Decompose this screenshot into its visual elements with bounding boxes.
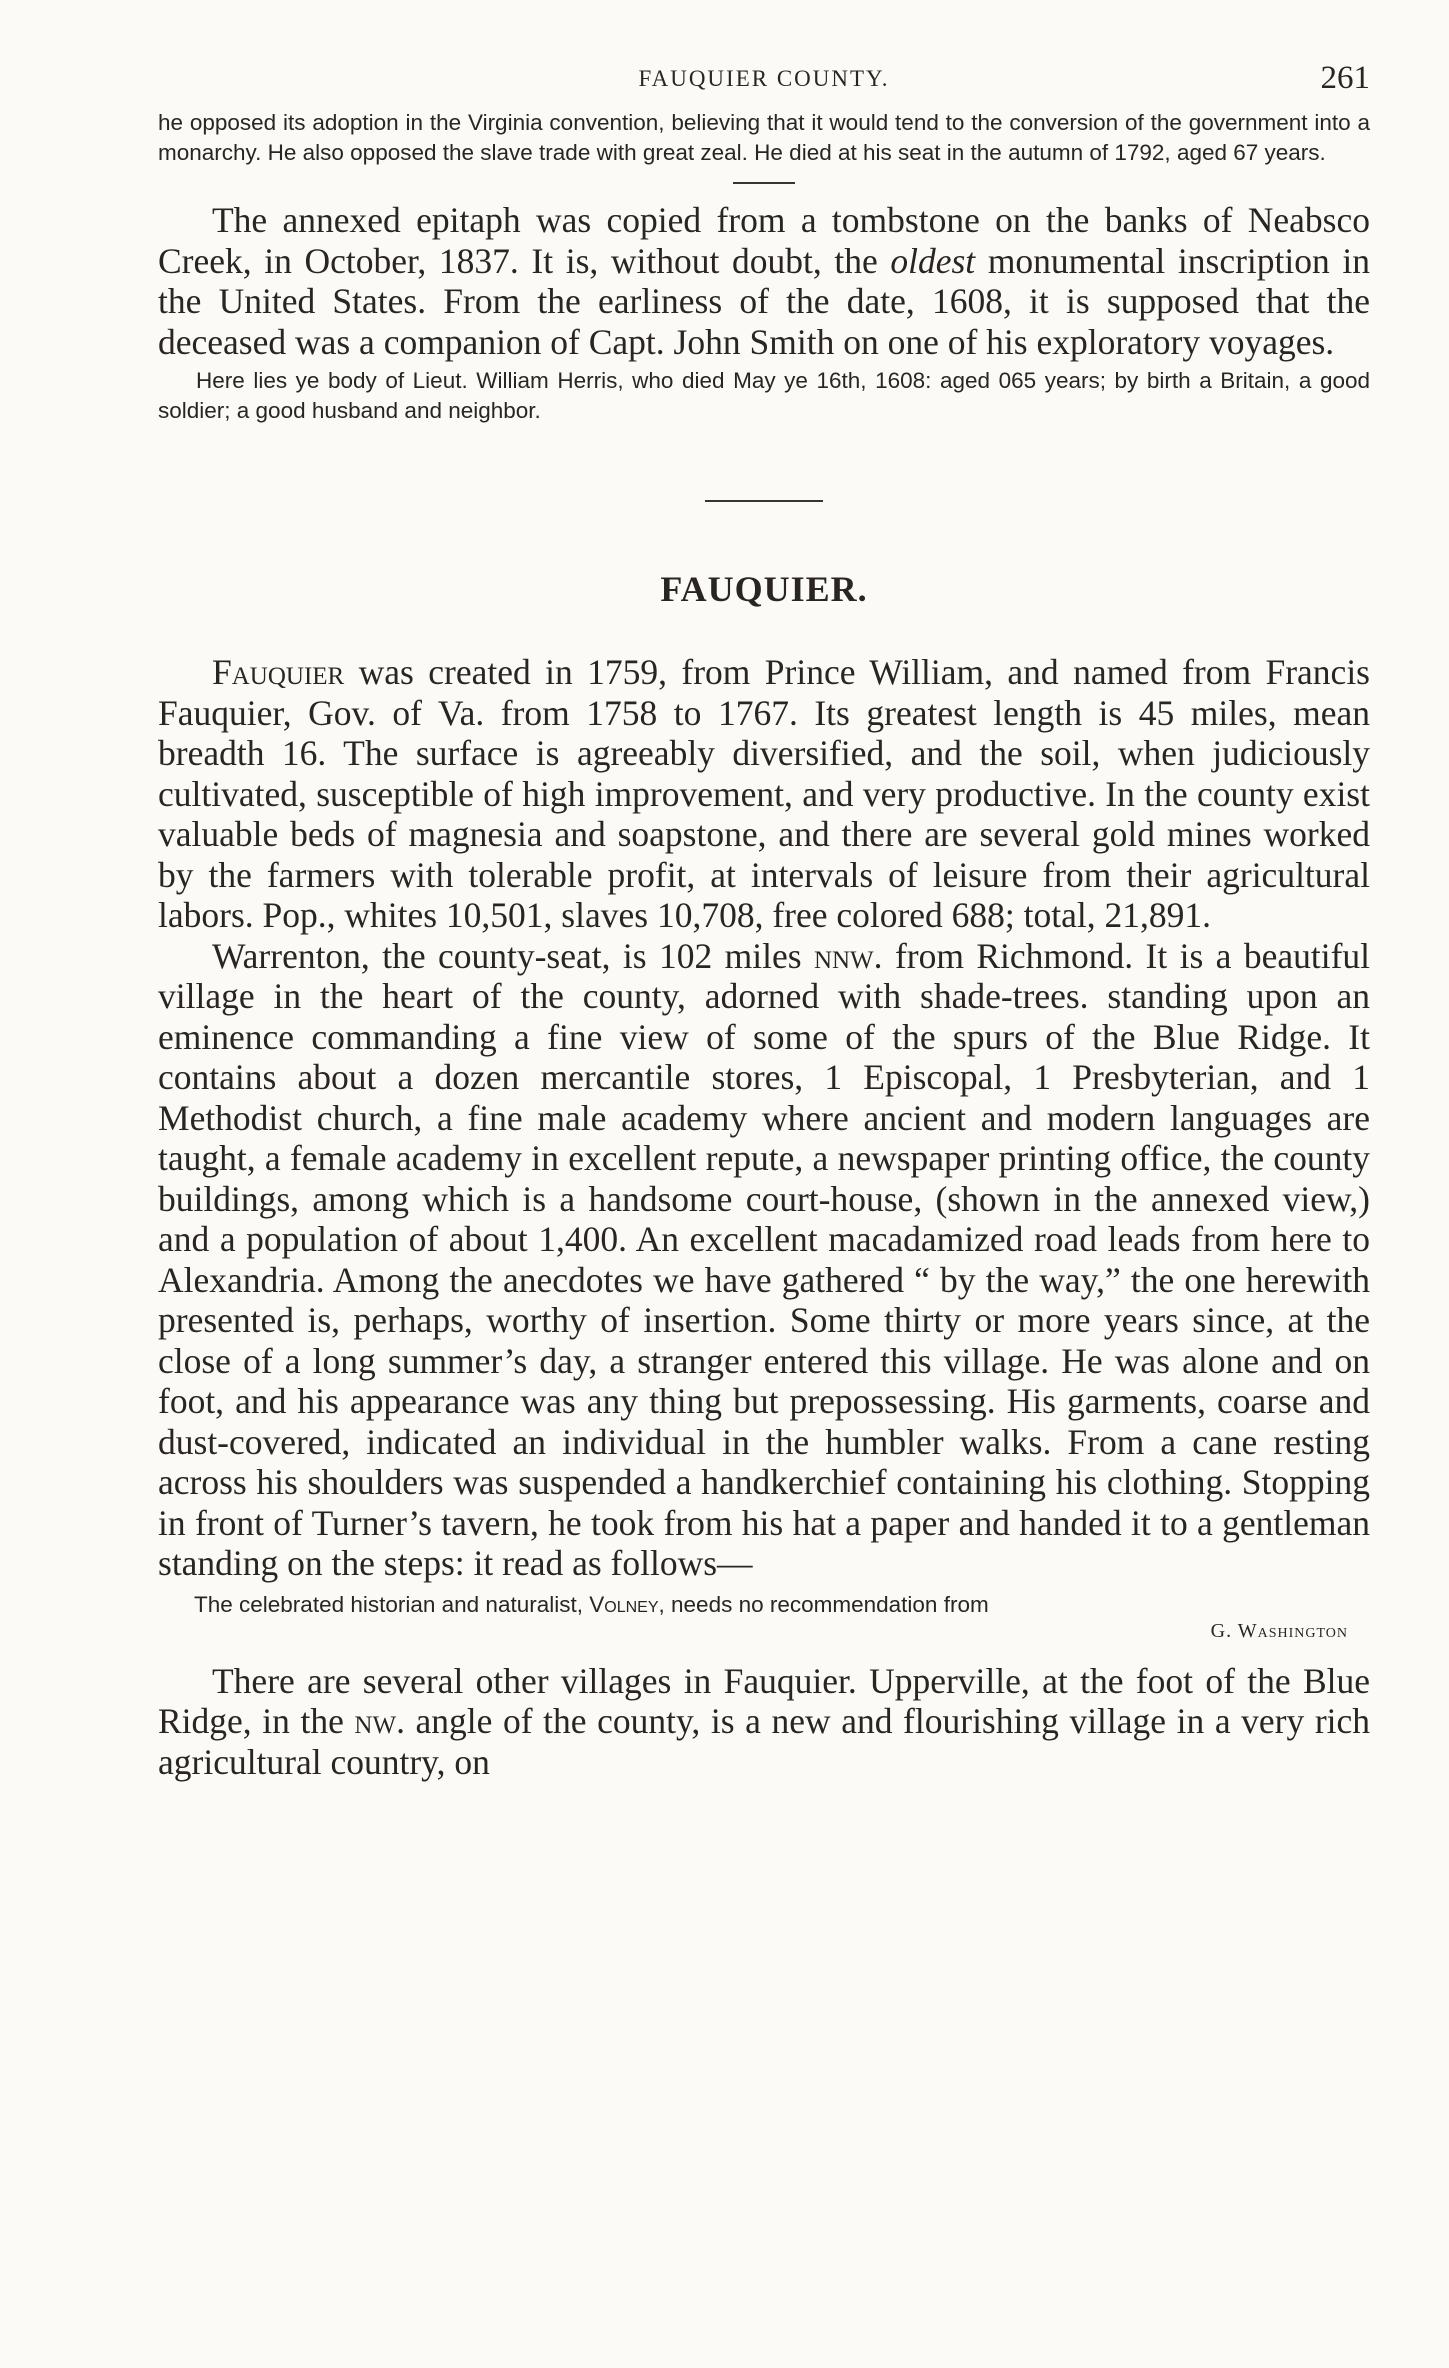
fauquier-paragraph-2 <box>158 936 1370 1584</box>
section-heading: FAUQUIER. <box>660 569 868 609</box>
direction-nw: nw. <box>354 1701 405 1741</box>
fauquier-paragraph-1 <box>158 652 1370 936</box>
epitaph-intro-text: The annexed epitaph was copied from a tombstone on the banks of Neabsco Creek, in October, 1837. It is, without doubt, the <box>158 200 1370 281</box>
fauquier-paragraph-1-text: was created in 1759, from Prince William, and named from Francis Fauquier, Gov. of Va. from 1758 to 1767. Its greatest length is 45 miles, mean breadth 16. The surface is agreeably diversified, and the soil, when judiciously cultivated, susceptible of high improvement, and very productive. In the county exist valuable beds of magnesia and soapstone, and there are several gold mines worked by the farmers with tolerable profit, at intervals of leisure from their agricultural labors. Pop., whites 10,501, slaves 10,708, free colored 688; total, 21,891. <box>158 652 1370 935</box>
warrenton-text-start: Warrenton, the county-seat, is 102 miles <box>212 935 802 976</box>
continued-paragraph: he opposed its adoption in the Virginia convention, believing that it would tend to the conversion of the government into a monarchy. He also opposed the slave trade with great zeal. He died at his seat in the autumn of 1792, aged 67 years. <box>158 110 1370 165</box>
section-divider <box>705 500 823 502</box>
fauquier-paragraph-3 <box>158 1661 1370 1783</box>
letter-name-volney: Volney, <box>589 1591 665 1617</box>
letter-text-after: needs no recommendation from <box>671 1591 989 1617</box>
letter-text-before: The celebrated historian and naturalist, <box>194 1591 583 1617</box>
running-head-title: FAUQUIER COUNTY. <box>638 66 890 91</box>
signature-washington: G. Washington <box>1210 1619 1348 1642</box>
page-number: 261 <box>1320 60 1370 96</box>
warrenton-text-rest: from Richmond. It is a beautiful village in the heart of the county, adorned with shade-trees. standing upon an eminence commanding a fine view of some of the spurs of the Blue Ridge. It contains about a dozen mercantile stores, 1 Episcopal, 1 Presbyterian, and 1 Methodist church, a fine male academy where ancient and modern languages are taught, a female academy in excellent repute, a newspaper printing office, the county buildings, among which is a handsome court-house, (shown in the annexed view,) and a population of about 1,400. An excellent macadamized road leads from here to Alexandria. Among the anecdotes we have gathered “ by the way,” the one herewith presented is, perhaps, worthy of insertion. Some thirty or more years since, at the close of a long summer’s day, a stranger entered this village. He was alone and on foot, and his appearance was any thing but prepossessing. His garments, coarse and dust-covered, indicated an individual in the humbler walks. From a cane resting across his shoulders was suspended a handkerchief containing his clothing. Stopping in front of Turner’s tavern, he took from his hat a paper and handed it to a gentleman standing on the steps: it read as follows— <box>158 935 1371 1583</box>
lead-word: Fauquier <box>212 652 345 692</box>
running-head <box>158 60 1370 108</box>
epitaph-inscription: Here lies ye body of Lieut. William Herris, who died May ye 16th, 1608: aged 065 years; by birth a Britain, a good soldier; a good husband and neighbor. <box>158 368 1370 423</box>
epitaph-intro-paragraph <box>158 200 1370 362</box>
villages-text-rest: angle of the county, is a new and flourishing village in a very rich agricultural country, on <box>158 1701 1371 1782</box>
direction-nnw: nnw. <box>813 935 883 976</box>
book-page <box>158 60 1370 1782</box>
villages-text-start: There are several other villages in Fauquier. Upperville, at the foot of the Blue Ridge, in the <box>158 1660 1370 1741</box>
epitaph-intro-text-rest: monumental inscription in the United States. From the earliness of the date, 1608, it is supposed that the deceased was a companion of Capt. John Smith on one of his exploratory voyages. <box>158 240 1370 362</box>
short-divider <box>733 182 795 184</box>
emphasis-oldest: oldest <box>890 240 976 281</box>
letter-quote <box>158 1590 1370 1620</box>
